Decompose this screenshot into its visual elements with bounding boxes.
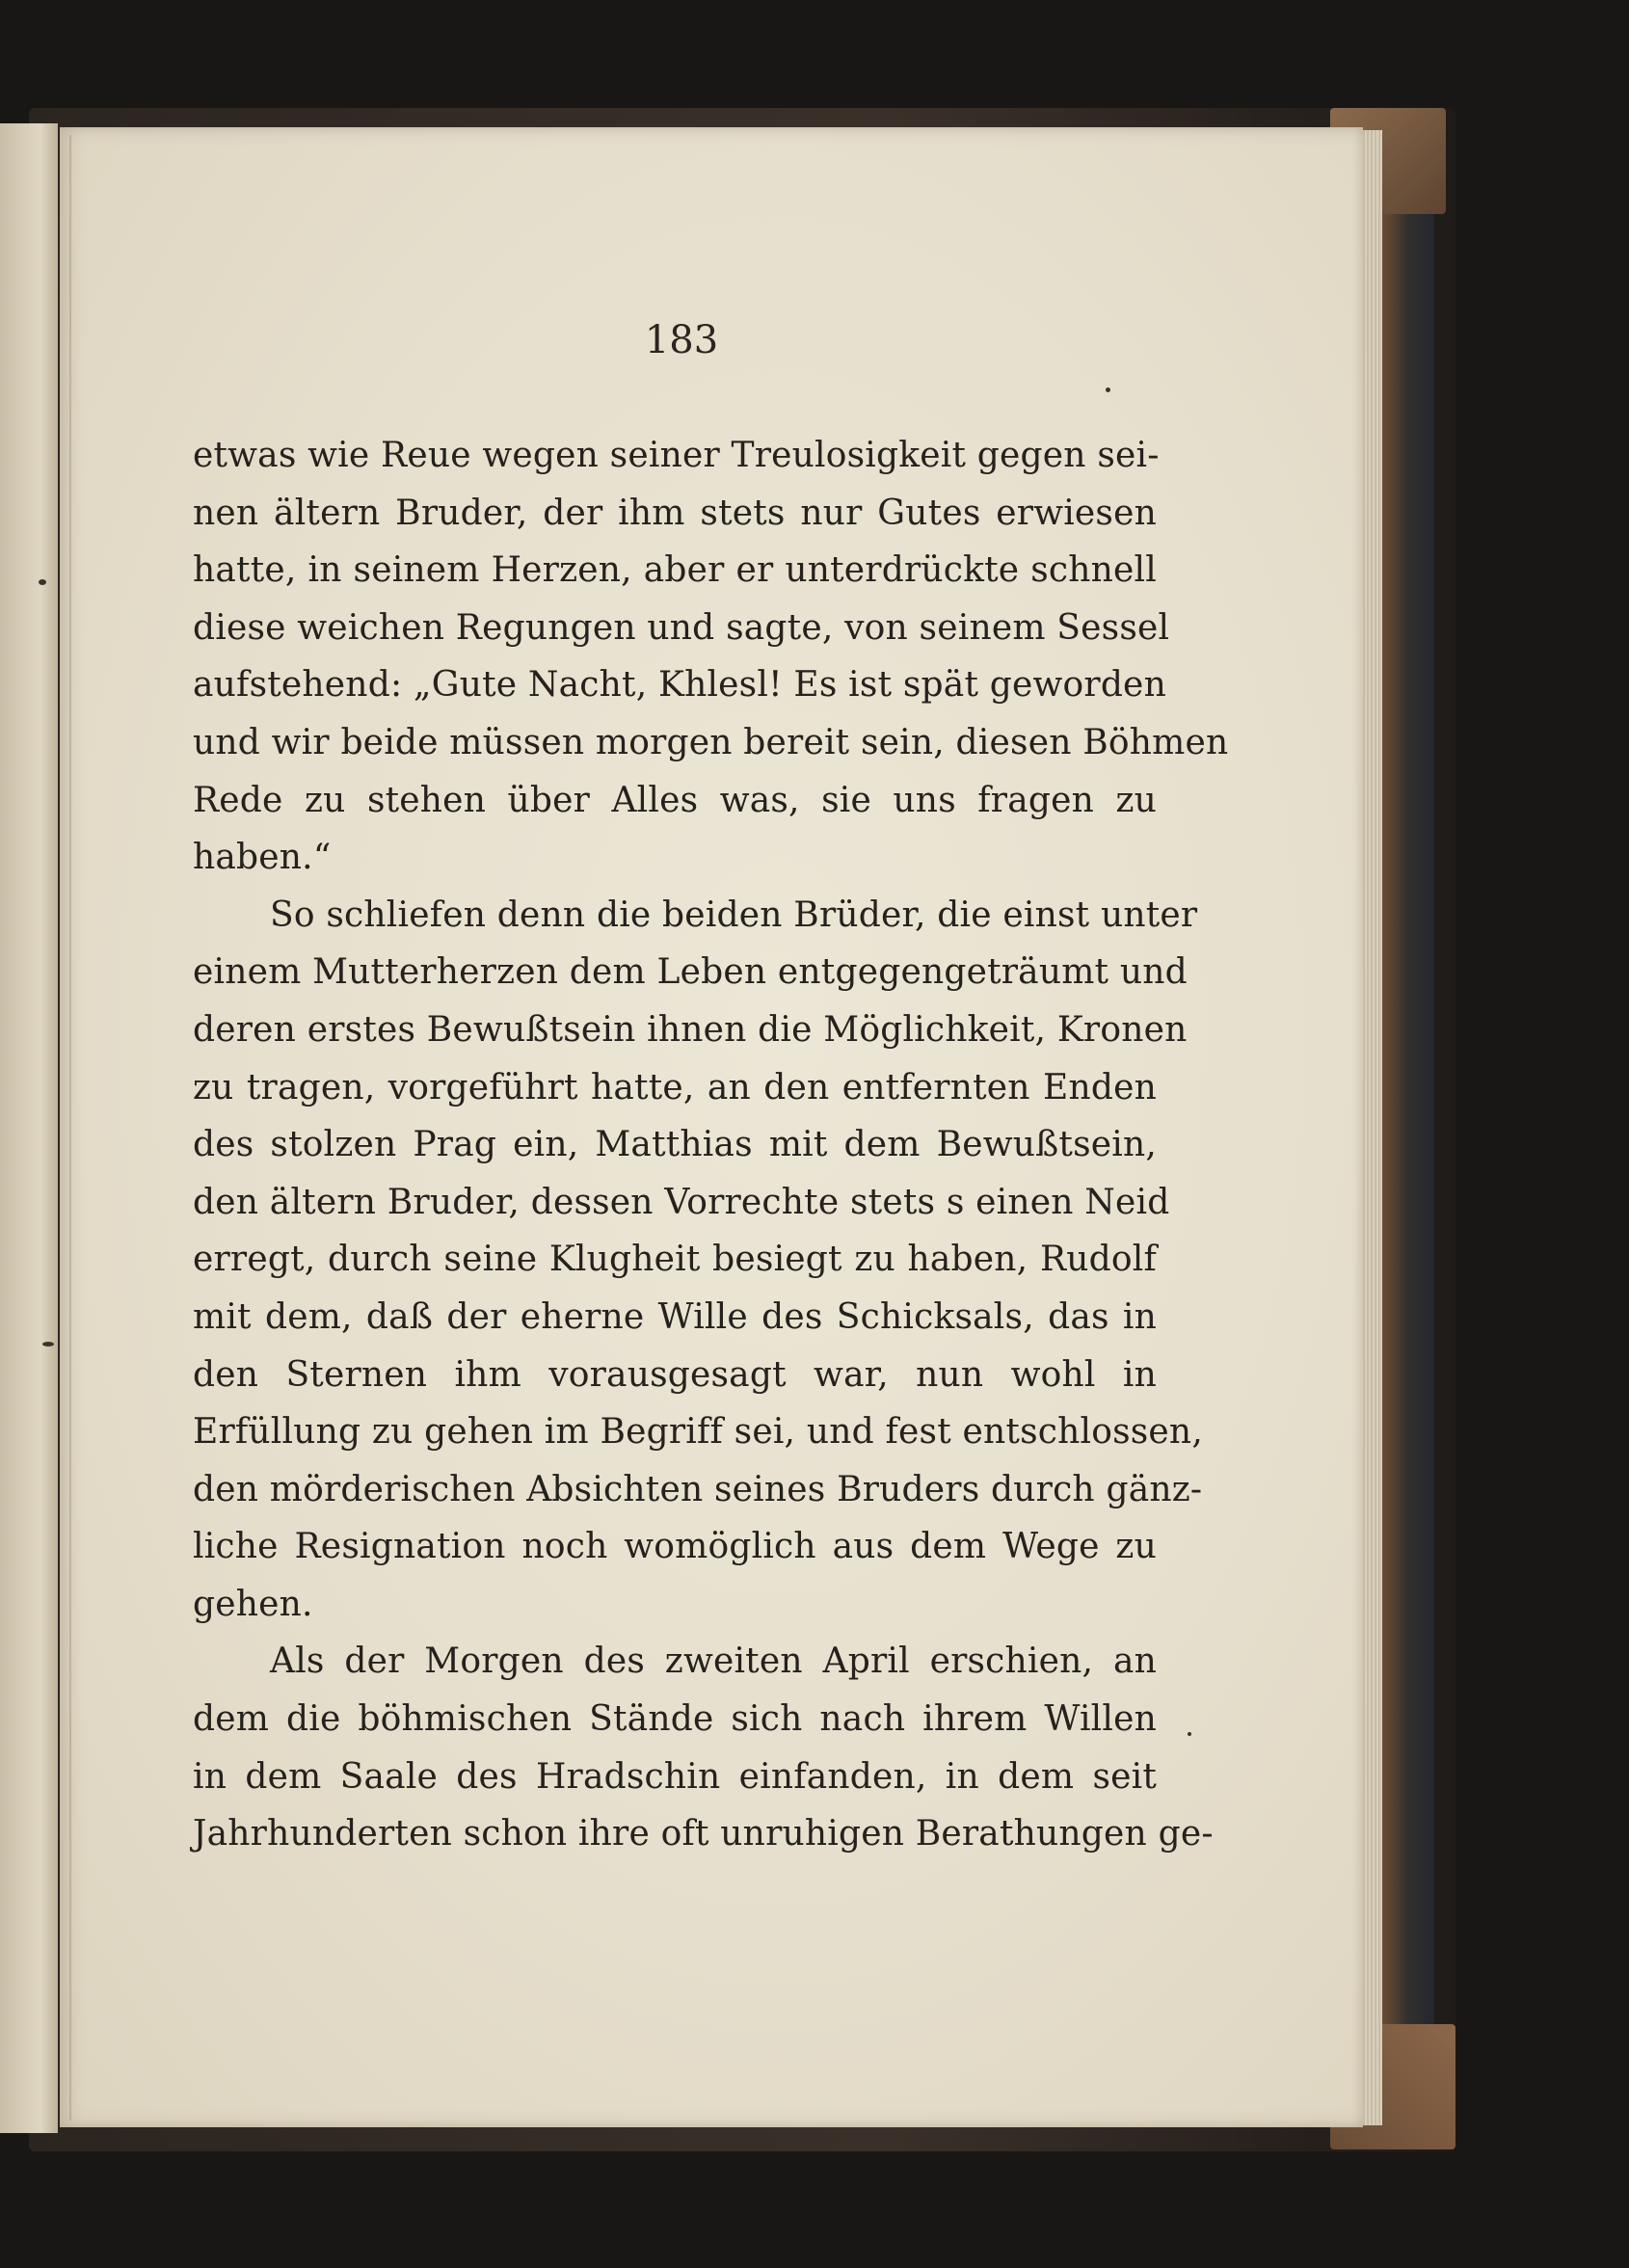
text-line: gehen. xyxy=(193,1584,313,1624)
text-line: hatte, in seinem Herzen, aber er unterdrückte schnell xyxy=(193,550,1157,591)
text-line: So schliefen denn die beiden Brüder, die einst unter xyxy=(270,894,1198,935)
text-line: den mörderischen Absichten seines Bruders durch gänz- xyxy=(193,1469,1203,1509)
text-line: einem Mutterherzen dem Leben entgegengeträumt und xyxy=(193,952,1188,993)
text-line: den Sternen ihm vorausgesagt war, nun wohl in xyxy=(193,1354,1157,1395)
gutter-mark xyxy=(42,1342,54,1347)
text-line: dem die böhmischen Stände sich nach ihrem Willen xyxy=(193,1699,1157,1740)
page-number: 183 xyxy=(644,318,719,362)
text-line: den ältern Bruder, dessen Vorrechte stets s einen Neid xyxy=(193,1182,1170,1222)
text-line: und wir beide müssen morgen bereit sein, diesen Böhmen xyxy=(193,722,1229,762)
text-line: deren erstes Bewußtsein ihnen die Möglichkeit, Kronen xyxy=(193,1009,1188,1050)
paragraph xyxy=(193,427,1229,887)
text-line: Als der Morgen des zweiten April erschien, an xyxy=(270,1641,1157,1682)
text-line: zu tragen, vorgeführt hatte, an den entfernten Enden xyxy=(193,1067,1157,1107)
text-line: aufstehend: „Gute Nacht, Khlesl! Es ist spät geworden xyxy=(193,665,1166,706)
page-speck xyxy=(1106,387,1110,392)
text-line: Erfüllung zu gehen im Begriff sei, und fest entschlossen, xyxy=(193,1412,1203,1453)
text-line: in dem Saale des Hradschin einfanden, in dem seit xyxy=(193,1756,1157,1797)
text-line: diese weichen Regungen und sagte, von seinem Sessel xyxy=(193,607,1170,648)
text-line: Jahrhunderten schon ihre oft unruhigen Berathungen ge- xyxy=(193,1814,1214,1854)
previous-page-edge xyxy=(0,123,58,2133)
paragraph xyxy=(193,1633,1214,1862)
text-line: Rede zu stehen über Alles was, sie uns fragen zu xyxy=(193,780,1157,820)
page-speck xyxy=(1188,1732,1191,1736)
text-line: nen ältern Bruder, der ihm stets nur Gutes erwiesen xyxy=(193,493,1157,533)
text-line: mit dem, daß der eherne Wille des Schicksals, das in xyxy=(193,1296,1157,1337)
gutter-mark xyxy=(39,579,46,585)
text-line: erregt, durch seine Klugheit besiegt zu haben, Rudolf xyxy=(193,1240,1157,1280)
text-line: etwas wie Reue wegen seiner Treulosigkeit gegen sei- xyxy=(193,436,1160,475)
text-line: haben.“ xyxy=(193,838,332,878)
gutter-shadow xyxy=(69,135,71,2121)
text-line: des stolzen Prag ein, Matthias mit dem Bewußtsein, xyxy=(193,1125,1157,1165)
paragraph xyxy=(193,887,1203,1634)
text-line: liche Resignation noch womöglich aus dem Wege zu xyxy=(193,1527,1157,1567)
page-body-text xyxy=(193,427,1229,1863)
